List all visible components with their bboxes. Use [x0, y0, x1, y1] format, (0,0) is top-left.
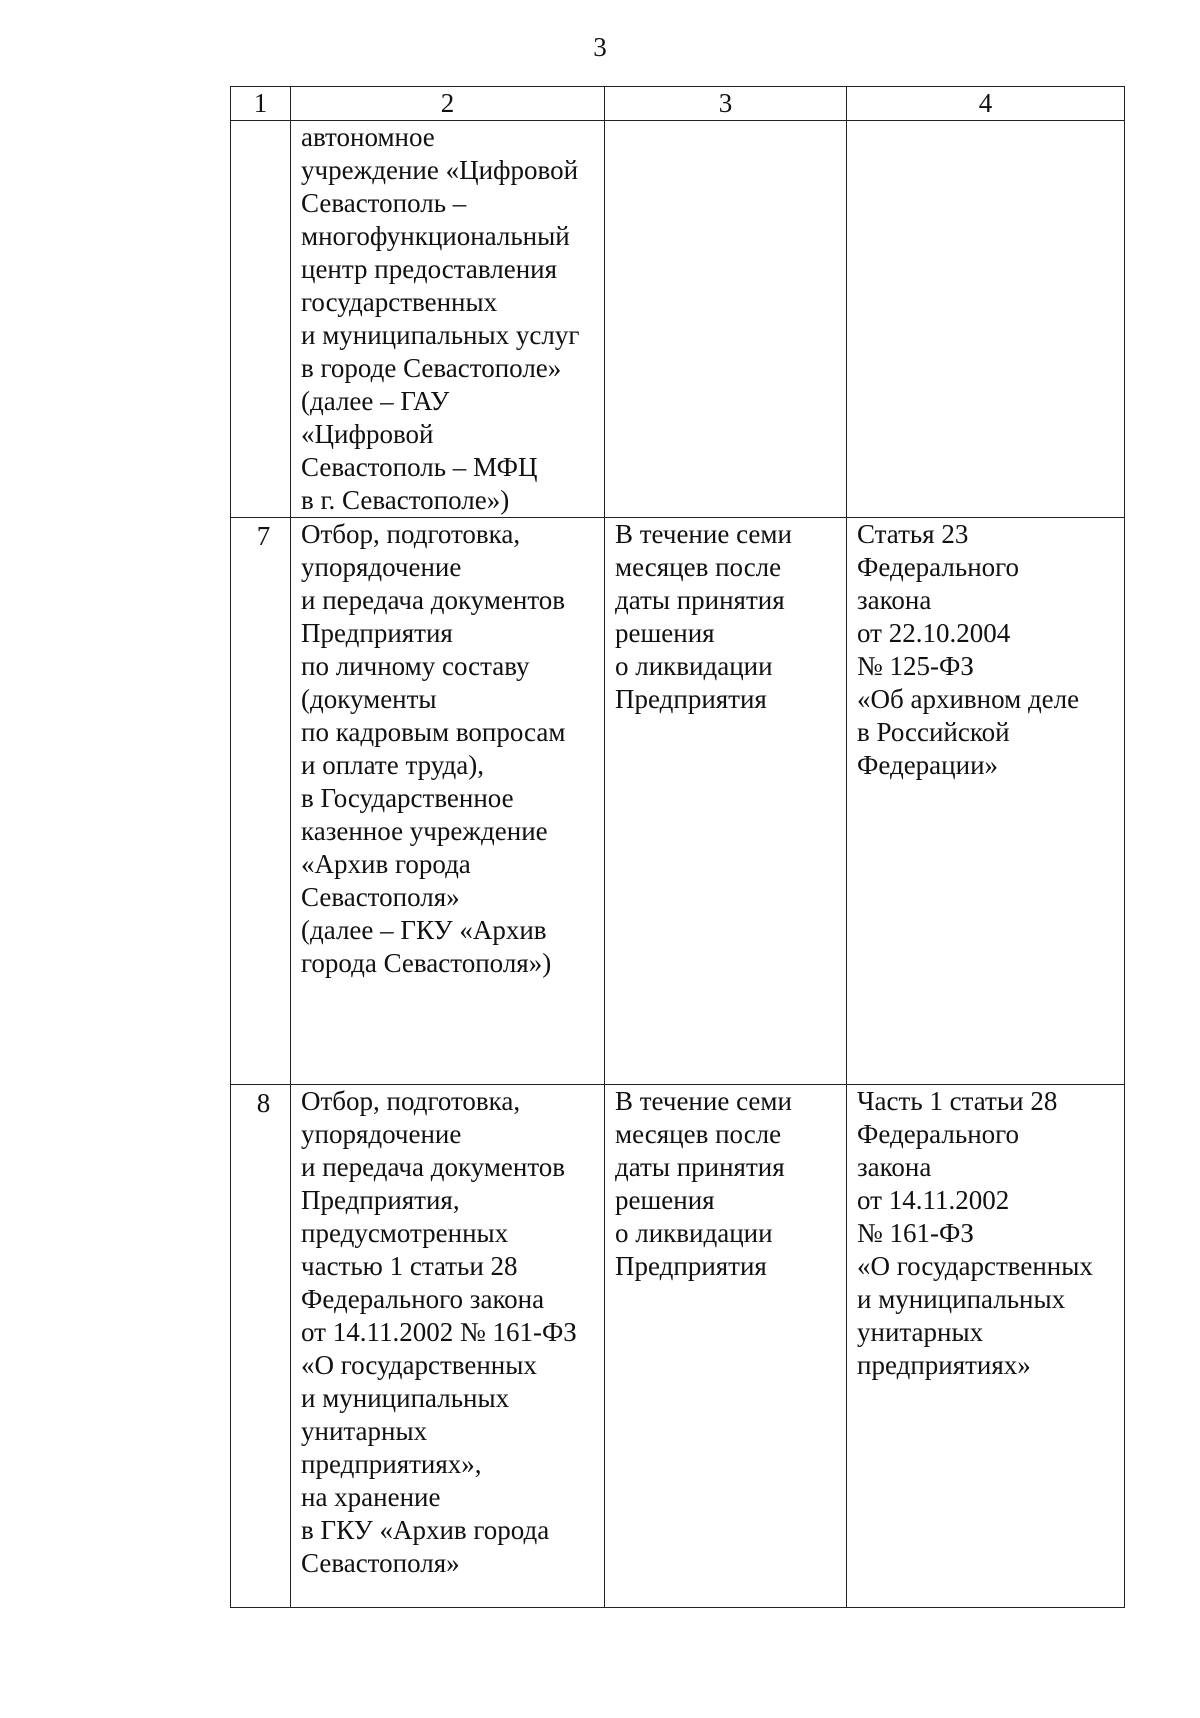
cell-text-line: решения — [615, 1185, 715, 1215]
cell-text-line: даты принятия — [615, 585, 785, 615]
table-row — [231, 121, 1125, 518]
cell-text-line: предприятиях», — [301, 1449, 482, 1479]
deadline-cell — [605, 121, 847, 518]
cell-text-line: Федерации» — [857, 750, 999, 780]
deadline-cell — [605, 1085, 847, 1608]
cell-text-line: и муниципальных услуг — [301, 320, 580, 350]
cell-text-line: даты принятия — [615, 1152, 785, 1182]
cell-text-line: месяцев после — [615, 1119, 782, 1149]
cell-text-line: на хранение — [301, 1482, 441, 1512]
cell-text-line: Часть 1 статьи 28 — [857, 1086, 1058, 1116]
cell-text-line: Предприятия — [615, 1251, 767, 1281]
cell-text-line: унитарных — [301, 1416, 428, 1446]
cell-text-line: и передача документов — [301, 585, 566, 615]
cell-text-line: В течение семи — [615, 519, 792, 549]
cell-text-line: Федерального — [857, 1119, 1020, 1149]
cell-text-line: «Об архивном деле — [857, 684, 1080, 714]
cell-text-line: (далее – ГАУ — [301, 386, 450, 416]
cell-text-line: «О государственных — [301, 1350, 537, 1380]
table-header-row — [231, 87, 1125, 121]
activity-cell — [291, 121, 605, 518]
cell-text-line: Севастополя» — [301, 882, 460, 912]
cell-text-line: предприятиях» — [857, 1350, 1031, 1380]
cell-text-line: «Архив города — [301, 849, 471, 879]
cell-text-line: центр предоставления — [301, 254, 558, 284]
cell-text-line: Федерального — [857, 552, 1020, 582]
cell-text-line: № 161-ФЗ — [857, 1218, 974, 1248]
cell-text-line: решения — [615, 618, 715, 648]
legal-basis-cell — [847, 518, 1125, 1085]
cell-text-line: Предприятия, — [301, 1185, 460, 1215]
cell-text-line: автономное — [301, 122, 435, 152]
cell-text-line: Статья 23 — [857, 519, 969, 549]
cell-text-line: месяцев после — [615, 552, 782, 582]
legal-basis-cell — [847, 121, 1125, 518]
row-number-cell: 7 — [231, 518, 291, 1085]
column-header-3: 3 — [605, 87, 847, 121]
cell-text-line: Отбор, подготовка, — [301, 519, 521, 549]
cell-text-line: Отбор, подготовка, — [301, 1086, 521, 1116]
cell-text-line: в Российской — [857, 717, 1010, 747]
cell-text-line: частью 1 статьи 28 — [301, 1251, 518, 1281]
cell-text-line: Севастополя» — [301, 1548, 460, 1578]
document-table — [230, 86, 1125, 1608]
cell-text-line: Севастополь – МФЦ — [301, 452, 538, 482]
row-number-cell — [231, 121, 291, 518]
deadline-cell — [605, 518, 847, 1085]
activity-cell — [291, 1085, 605, 1608]
cell-text-line: упорядочение — [301, 552, 462, 582]
cell-text-line: в ГКУ «Архив города — [301, 1515, 550, 1545]
cell-text-line: государственных — [301, 287, 498, 317]
cell-text-line: о ликвидации — [615, 651, 773, 681]
column-header-1: 1 — [231, 87, 291, 121]
cell-text-line: в Государственное — [301, 783, 514, 813]
cell-text-line: № 125-ФЗ — [857, 651, 974, 681]
legal-basis-cell — [847, 1085, 1125, 1608]
table-row — [231, 1085, 1125, 1608]
row-number-cell: 8 — [231, 1085, 291, 1608]
cell-text-line: и оплате труда), — [301, 750, 484, 780]
cell-text-line: и муниципальных — [857, 1284, 1066, 1314]
page-number: 3 — [593, 32, 607, 62]
cell-text-line: по личному составу — [301, 651, 530, 681]
cell-text-line: Севастополь – — [301, 188, 467, 218]
cell-text-line: от 14.11.2002 № 161-ФЗ — [301, 1317, 577, 1347]
cell-text-line: и передача документов — [301, 1152, 566, 1182]
cell-text-line: (далее – ГКУ «Архив — [301, 915, 547, 945]
cell-text-line: в городе Севастополе» — [301, 353, 562, 383]
table-row — [231, 518, 1125, 1085]
cell-text-line: (документы — [301, 684, 437, 714]
cell-text-line: и муниципальных — [301, 1383, 510, 1413]
cell-text-line: многофункциональный — [301, 221, 570, 251]
cell-text-line: закона — [857, 1152, 932, 1182]
cell-text-line: унитарных — [857, 1317, 984, 1347]
cell-text-line: от 14.11.2002 — [857, 1185, 1010, 1215]
cell-text-line: города Севастополя») — [301, 948, 552, 978]
cell-text-line: учреждение «Цифровой — [301, 155, 579, 185]
cell-text-line: в г. Севастополе») — [301, 485, 510, 515]
cell-text-line: упорядочение — [301, 1119, 462, 1149]
cell-text-line: «О государственных — [857, 1251, 1093, 1281]
cell-text-line: Предприятия — [615, 684, 767, 714]
cell-text-line: казенное учреждение — [301, 816, 548, 846]
cell-text-line: по кадровым вопросам — [301, 717, 566, 747]
column-header-2: 2 — [291, 87, 605, 121]
cell-text-line: «Цифровой — [301, 419, 434, 449]
cell-text-line: В течение семи — [615, 1086, 792, 1116]
cell-text-line: Федерального закона — [301, 1284, 545, 1314]
cell-text-line: закона — [857, 585, 932, 615]
activity-cell — [291, 518, 605, 1085]
cell-text-line: о ликвидации — [615, 1218, 773, 1248]
cell-text-line: Предприятия — [301, 618, 453, 648]
cell-text-line: предусмотренных — [301, 1218, 509, 1248]
column-header-4: 4 — [847, 87, 1125, 121]
cell-text-line: от 22.10.2004 — [857, 618, 1011, 648]
